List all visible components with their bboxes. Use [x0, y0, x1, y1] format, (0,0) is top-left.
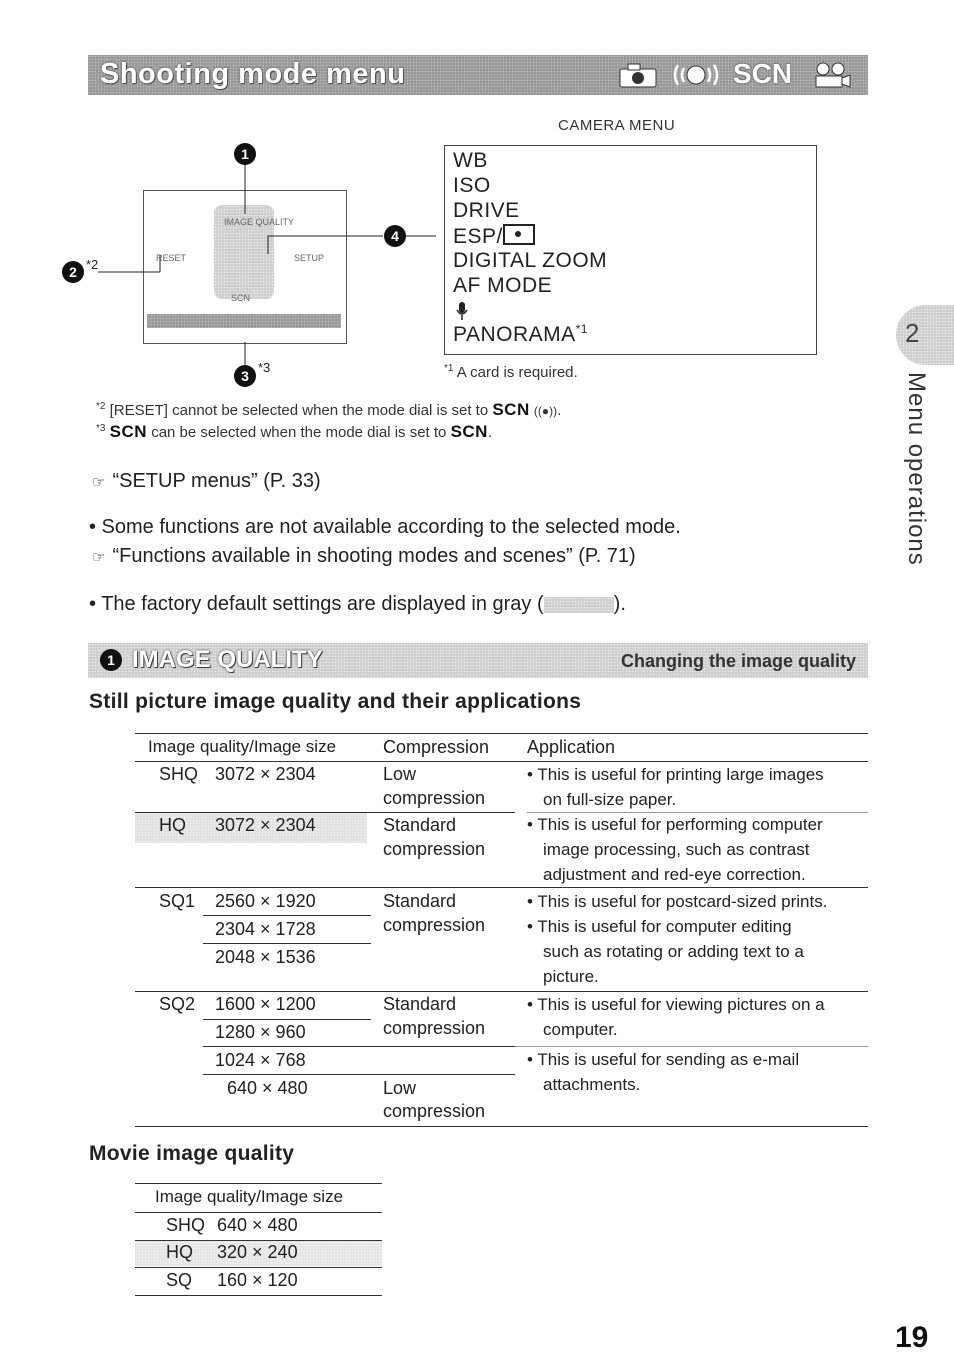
size-sq2-2: 1280 × 960 — [215, 1022, 306, 1042]
gray-sample-swatch — [544, 597, 614, 613]
quality-sq2: SQ2 — [159, 994, 196, 1014]
size-shq: 3072 × 2304 — [215, 764, 316, 784]
footnote-3 — [96, 422, 492, 442]
chapter-tab-label: Menu operations — [903, 372, 930, 566]
application-line: adjustment and red-eye correction. — [543, 865, 806, 884]
application-line: image processing, such as contrast — [543, 840, 810, 859]
table-rule — [203, 943, 371, 944]
callout-2-sup: *2 — [86, 257, 99, 272]
menu-item-af-mode: AF MODE — [453, 274, 553, 297]
shake-reduction-icon: ((●)) — [533, 404, 558, 418]
scn-label: SCN — [109, 422, 148, 441]
still-table-heading: Still picture image quality and their applications — [89, 690, 582, 713]
shake-reduction-icon — [668, 61, 724, 89]
movie-col-header: Image quality/Image size — [155, 1187, 344, 1206]
footnote-3-text: can be selected when the mode dial is set to — [151, 424, 447, 441]
lcd-label-image-quality: IMAGE QUALITY — [224, 217, 295, 227]
setup-reference-text: “SETUP menus” (P. 33) — [112, 470, 321, 492]
size-sq1-3: 2048 × 1536 — [215, 947, 316, 967]
table-rule — [135, 1126, 868, 1127]
size-sq2-4: 640 × 480 — [227, 1078, 308, 1098]
application-line: computer. — [543, 1020, 618, 1039]
compression-sq1-2: compression — [383, 915, 486, 935]
compression-shq-2: compression — [383, 788, 486, 808]
col-header-quality: Image quality/Image size — [148, 737, 337, 756]
compression-hq-1: Standard — [383, 815, 457, 835]
bullet-default-settings — [89, 593, 626, 616]
camera-icon — [618, 61, 658, 89]
col-header-compression: Compression — [383, 737, 490, 757]
camera-menu-label: CAMERA MENU — [558, 117, 676, 134]
lcd-bottom-bar — [147, 314, 341, 328]
table-rule — [135, 887, 868, 888]
menu-footnote — [444, 363, 578, 381]
menu-item-iso: ISO — [453, 174, 491, 197]
callout-1: 1 — [234, 143, 256, 165]
lcd-screen-diagram — [143, 190, 347, 344]
table-rule — [203, 915, 371, 916]
functions-reference-text: “Functions available in shooting modes and scenes” (P. 71) — [112, 545, 636, 567]
application-sq2-email — [527, 1047, 857, 1097]
application-line: picture. — [543, 967, 599, 986]
application-sq2 — [527, 992, 857, 1042]
functions-reference — [92, 545, 636, 568]
bullet-default-end: ). — [613, 593, 626, 615]
microphone-icon — [455, 301, 469, 321]
section-title: Shooting mode menu — [100, 58, 406, 90]
lcd-label-reset: RESET — [156, 253, 187, 263]
movie-icon — [810, 61, 852, 89]
application-hq — [527, 812, 857, 887]
reference-hand-icon: ☞ — [92, 474, 105, 491]
footnote-2-text: [RESET] cannot be selected when the mode dial is set to — [109, 402, 489, 419]
application-line: on full-size paper. — [543, 790, 677, 809]
compression-hq-2: compression — [383, 839, 486, 859]
callout-3: 3 — [234, 365, 256, 387]
menu-footnote-mark: *1 — [444, 363, 454, 374]
menu-item-wb: WB — [453, 149, 488, 172]
scn-icon: SCN — [733, 58, 793, 89]
application-line: such as rotating or adding text to a — [543, 942, 804, 961]
movie-quality-hq: HQ — [166, 1242, 193, 1262]
application-shq — [527, 762, 857, 812]
menu-item-drive: DRIVE — [453, 199, 520, 222]
movie-quality-sq: SQ — [166, 1270, 193, 1290]
lcd-label-scn: SCN — [231, 293, 251, 303]
table-rule — [203, 1046, 515, 1047]
application-sq1 — [527, 889, 872, 989]
menu-item-digital-zoom: DIGITAL ZOOM — [453, 249, 608, 272]
footnote-2-mark: *2 — [96, 401, 106, 412]
table-rule — [135, 1295, 382, 1296]
movie-size-hq: 320 × 240 — [217, 1242, 298, 1262]
compression-sq2-4: compression — [383, 1101, 486, 1121]
panorama-footnote-mark: *1 — [575, 322, 588, 336]
size-sq1-2: 2304 × 1728 — [215, 919, 316, 939]
movie-quality-shq: SHQ — [166, 1215, 206, 1235]
compression-shq-1: Low — [383, 764, 417, 784]
table-rule — [203, 1019, 371, 1020]
application-line: • This is useful for printing large images — [527, 765, 824, 784]
table-rule — [203, 1074, 515, 1075]
callout-4: 4 — [384, 225, 406, 247]
page-number: 19 — [895, 1321, 929, 1354]
table-rule — [135, 733, 868, 734]
image-quality-title: IMAGE QUALITY — [132, 646, 323, 673]
lcd-label-setup: SETUP — [294, 253, 325, 263]
application-line: • This is useful for postcard-sized prints. — [527, 892, 828, 911]
menu-item-panorama — [453, 322, 588, 347]
menu-item-panorama-label: PANORAMA — [453, 323, 576, 346]
image-quality-subtitle: Changing the image quality — [620, 651, 856, 671]
scn-label: SCN — [492, 400, 530, 419]
footnote-3-end: . — [487, 424, 493, 441]
application-line: attachments. — [543, 1075, 641, 1094]
size-sq2-3: 1024 × 768 — [215, 1050, 306, 1070]
camera-menu-box — [444, 145, 817, 355]
application-line: • This is useful for performing computer — [527, 815, 823, 834]
chapter-tab-number: 2 — [905, 318, 920, 348]
bullet-default-start: • The factory default settings are displayed in gray ( — [89, 593, 544, 615]
callout-2: 2 — [62, 261, 84, 283]
reference-hand-icon: ☞ — [92, 549, 105, 566]
application-line: • This is useful for computer editing — [527, 917, 792, 936]
compression-sq2-2: compression — [383, 1018, 486, 1038]
movie-size-sq: 160 × 120 — [217, 1270, 298, 1290]
quality-hq: HQ — [159, 815, 186, 835]
callout-3-sup: *3 — [258, 360, 271, 375]
menu-item-esp — [453, 224, 535, 249]
application-line: • This is useful for sending as e-mail — [527, 1050, 800, 1069]
footnote-3-mark: *3 — [96, 423, 106, 434]
application-line: • This is useful for viewing pictures on a — [527, 995, 825, 1014]
size-sq2-1: 1600 × 1200 — [215, 994, 316, 1014]
table-rule — [135, 1267, 382, 1268]
col-header-application: Application — [527, 737, 616, 757]
scn-label: SCN — [450, 422, 488, 441]
spot-metering-icon — [503, 224, 535, 245]
footnote-2-end: . — [557, 402, 562, 419]
setup-reference — [92, 470, 321, 493]
size-sq1-1: 2560 × 1920 — [215, 891, 316, 911]
compression-sq2-1: Standard — [383, 994, 457, 1014]
image-quality-bar — [88, 643, 868, 678]
table-rule — [135, 1212, 382, 1213]
section-header-bar — [88, 55, 868, 95]
footnote-2 — [96, 400, 561, 420]
menu-item-esp-label: ESP/ — [453, 225, 503, 248]
movie-size-shq: 640 × 480 — [217, 1215, 298, 1235]
bullet-functions-note: • Some functions are not available according to the selected mode. — [89, 516, 681, 538]
compression-sq2-3: Low — [383, 1078, 417, 1098]
table-rule — [135, 1183, 382, 1184]
image-quality-number: 1 — [100, 649, 122, 671]
menu-footnote-text: A card is required. — [456, 364, 578, 381]
quality-sq1: SQ1 — [159, 891, 196, 911]
size-hq: 3072 × 2304 — [215, 815, 316, 835]
quality-shq: SHQ — [159, 764, 199, 784]
movie-table-heading: Movie image quality — [89, 1142, 295, 1165]
compression-sq1-1: Standard — [383, 891, 457, 911]
